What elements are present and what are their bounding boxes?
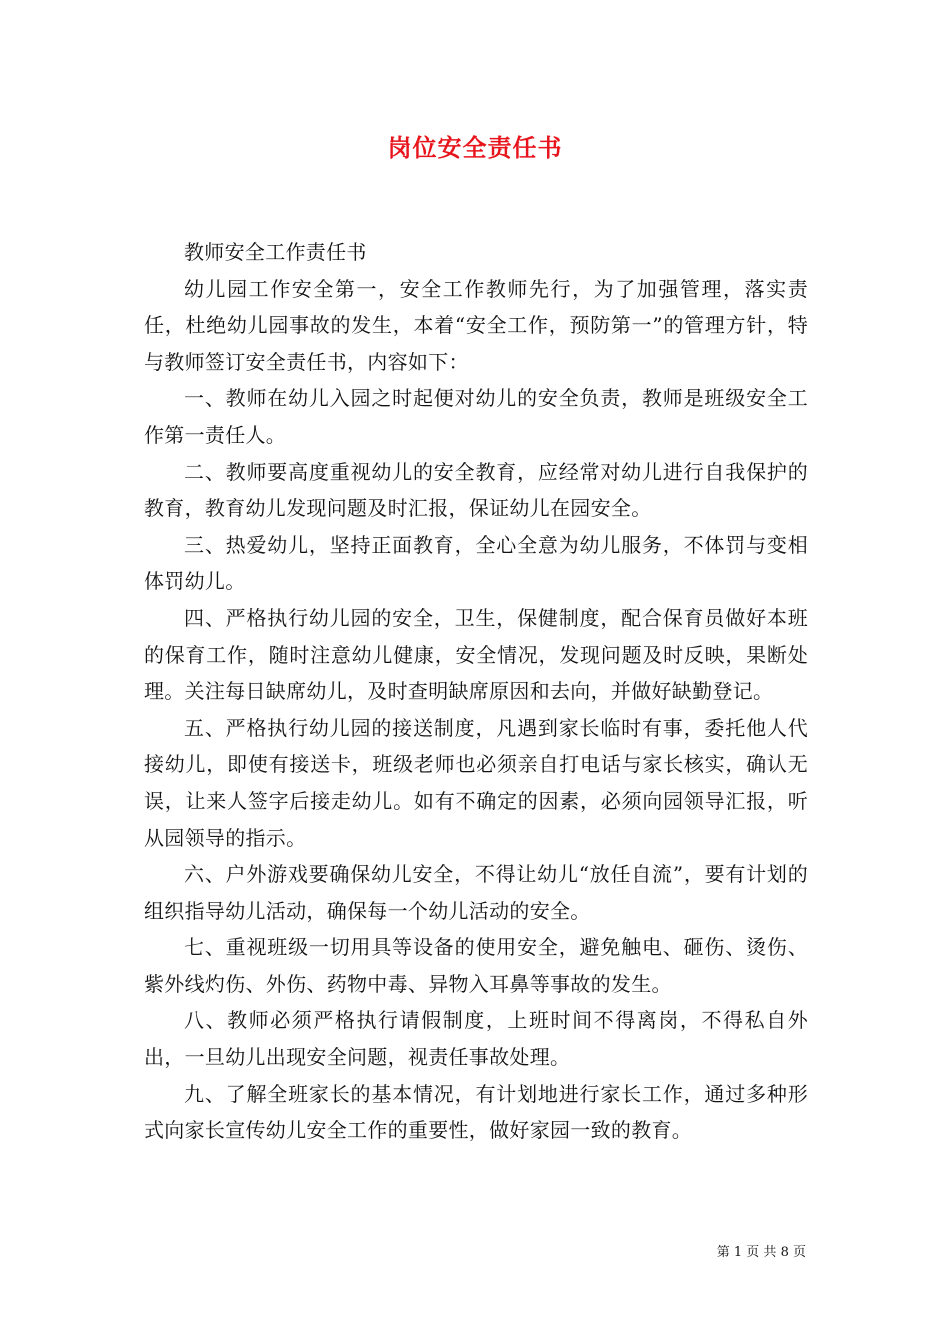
clause-1-paragraph: 一、教师在幼儿入园之时起便对幼儿的安全负责，教师是班级安全工作第一责任人。: [144, 386, 808, 447]
document-title: 岗位安全责任书: [387, 133, 563, 162]
page-current: 1: [733, 1245, 743, 1260]
clause-7-paragraph: 七、重视班级一切用具等设备的使用安全，避免触电、砸伤、烫伤、紫外线灼伤、外伤、药物中毒、异物入耳鼻等事故的发生。: [144, 935, 808, 996]
clause-6-paragraph: 六、户外游戏要确保幼儿安全，不得让幼儿“放任自流”，要有计划的组织指导幼儿活动，确保每一个幼儿活动的安全。: [144, 862, 808, 923]
page-middle: 页 共: [746, 1245, 777, 1260]
page-prefix: 第: [716, 1245, 730, 1260]
clause-2-paragraph: 二、教师要高度重视幼儿的安全教育，应经常对幼儿进行自我保护的教育，教育幼儿发现问题及时汇报，保证幼儿在园安全。: [144, 459, 808, 521]
document-body: [144, 234, 808, 1149]
clause-3-paragraph: 三、热爱幼儿，坚持正面教育，全心全意为幼儿服务，不体罚与变相体罚幼儿。: [144, 532, 808, 594]
clause-9-paragraph: 九、了解全班家长的基本情况，有计划地进行家长工作，通过多种形式向家长宣传幼儿安全工作的重要性，做好家园一致的教育。: [144, 1081, 808, 1143]
page-number-footer: [717, 1243, 806, 1263]
page-total: 8: [780, 1245, 789, 1260]
clause-8-paragraph: 八、教师必须严格执行请假制度，上班时间不得离岗，不得私自外出，一旦幼儿出现安全问题，视责任事故处理。: [144, 1008, 808, 1070]
subtitle-paragraph: 教师安全工作责任书: [184, 240, 367, 264]
page-suffix: 页: [792, 1245, 806, 1260]
clause-5-paragraph: 五、严格执行幼儿园的接送制度，凡遇到家长临时有事，委托他人代接幼儿，即使有接送卡，班级老师也必须亲自打电话与家长核实，确认无误，让来人签字后接走幼儿。如有不确定的因素，必须向园领导汇报，听从园领导的指示。: [144, 715, 808, 850]
intro-paragraph: 幼儿园工作安全第一，安全工作教师先行，为了加强管理，落实责任，杜绝幼儿园事故的发生，本着“安全工作，预防第一”的管理方针，特与教师签订安全责任书，内容如下：: [144, 276, 808, 374]
clause-4-paragraph: 四、严格执行幼儿园的安全，卫生，保健制度，配合保育员做好本班的保育工作，随时注意幼儿健康，安全情况，发现问题及时反映，果断处理。关注每日缺席幼儿，及时查明缺席原因和去向，并做好缺勤登记。: [144, 605, 808, 704]
